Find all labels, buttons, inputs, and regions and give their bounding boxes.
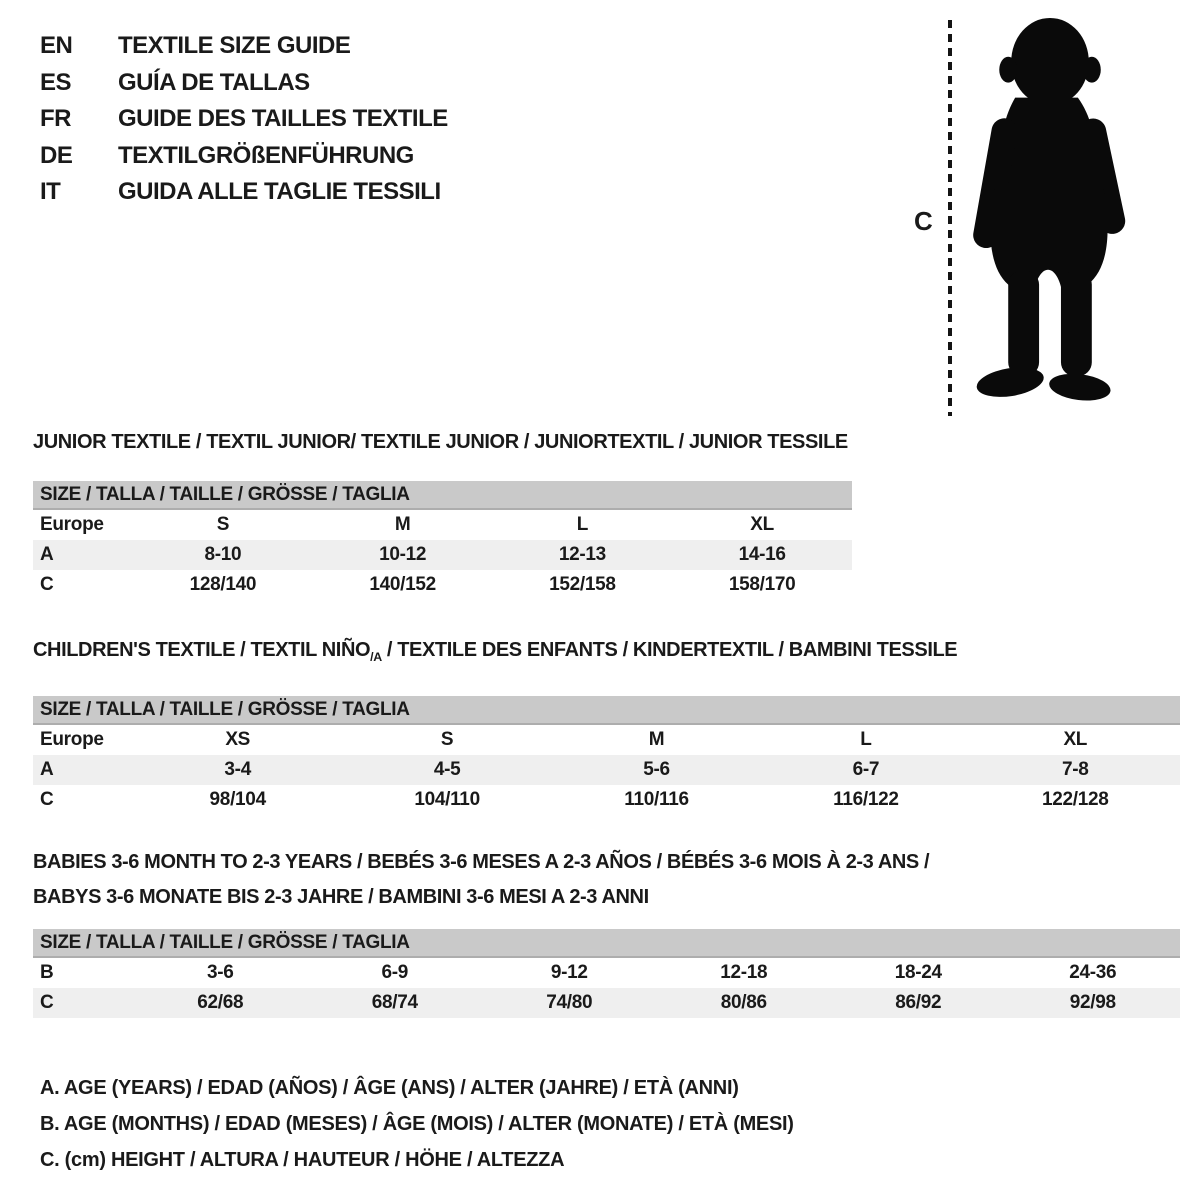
language-row-es <box>40 65 448 102</box>
height-cell: 98/104 <box>209 789 266 810</box>
junior-size-header: SIZE / TALLA / TAILLE / GRÖSSE / TAGLIA <box>33 481 852 510</box>
children-section-title <box>33 638 1180 669</box>
babies-row-months <box>33 958 1180 988</box>
children-row-age <box>33 755 1180 785</box>
language-code: DE <box>40 141 73 169</box>
legend-line-height-cm: C. (cm) HEIGHT / ALTURA / HAUTEUR / HÖHE / ALTEZZA <box>40 1149 565 1171</box>
height-cell: 92/98 <box>1069 992 1116 1013</box>
children-row-height <box>33 785 1180 815</box>
junior-section-title: JUNIOR TEXTILE / TEXTIL JUNIOR/ TEXTILE JUNIOR / JUNIORTEXTIL / JUNIOR TESSILE <box>33 431 848 453</box>
size-cell: S <box>216 514 230 535</box>
legend-line-age-years: A. AGE (YEARS) / EDAD (AÑOS) / ÂGE (ANS) / ALTER (JAHRE) / ETÀ (ANNI) <box>40 1077 739 1099</box>
size-cell: XS <box>225 729 251 750</box>
height-cell: 74/80 <box>546 992 593 1013</box>
row-label: Europe <box>40 514 104 535</box>
junior-row-height <box>33 570 852 600</box>
junior-row-europe <box>33 510 852 540</box>
months-cell: 3-6 <box>206 962 234 983</box>
months-cell: 9-12 <box>550 962 588 983</box>
junior-section <box>33 430 852 600</box>
children-title-rest: / TEXTILE DES ENFANTS / KINDERTEXTIL / BAMBINI TESSILE <box>381 639 958 661</box>
months-cell: 12-18 <box>720 962 768 983</box>
children-title-main: CHILDREN'S TEXTILE / TEXTIL NIÑO <box>33 639 371 661</box>
language-code: IT <box>40 178 61 205</box>
guide-title-de: TEXTILGRÖßENFÜHRUNG <box>118 141 414 169</box>
language-row-en <box>40 28 448 65</box>
height-cell: 62/68 <box>197 992 244 1013</box>
size-cell: S <box>440 729 454 750</box>
height-cell: 152/158 <box>549 574 616 595</box>
height-cell: 140/152 <box>369 574 436 595</box>
height-cell: 80/86 <box>720 992 767 1013</box>
height-cell: 104/110 <box>414 789 480 810</box>
babies-title-line1: BABIES 3-6 MONTH TO 2-3 YEARS / BEBÉS 3-6 MESES A 2-3 AÑOS / BÉBÉS 3-6 MOIS À 2-3 ANS / <box>33 851 930 873</box>
measurement-legend <box>40 1070 794 1178</box>
babies-size-header: SIZE / TALLA / TAILLE / GRÖSSE / TAGLIA <box>33 929 1180 958</box>
babies-section <box>33 845 1180 1018</box>
children-row-europe <box>33 725 1180 755</box>
row-label: C <box>40 992 54 1013</box>
language-row-de <box>40 138 448 175</box>
babies-row-height <box>33 988 1180 1018</box>
language-code: FR <box>40 105 71 132</box>
junior-row-age <box>33 540 852 570</box>
children-title-sub: /A <box>370 650 382 664</box>
toddler-silhouette-icon <box>958 12 1148 420</box>
age-cell: 5-6 <box>643 759 670 780</box>
height-figure <box>900 0 1180 430</box>
age-cell: 10-12 <box>379 544 427 565</box>
guide-title-fr: GUIDE DES TAILLES TEXTILE <box>118 105 448 132</box>
language-row-fr <box>40 101 448 138</box>
guide-title-en: TEXTILE SIZE GUIDE <box>118 32 351 59</box>
height-cell: 116/122 <box>833 789 899 810</box>
guide-title-es: GUÍA DE TALLAS <box>118 68 310 96</box>
size-cell: M <box>648 729 665 750</box>
row-label: C <box>40 574 54 595</box>
language-title-list <box>40 28 448 211</box>
children-section <box>33 638 1180 815</box>
months-cell: 6-9 <box>381 962 409 983</box>
guide-title-it: GUIDA ALLE TAGLIE TESSILI <box>118 178 441 205</box>
row-label: A <box>40 759 54 780</box>
height-cell: 68/74 <box>371 992 418 1013</box>
language-row-it <box>40 174 448 211</box>
size-cell: XL <box>750 514 774 535</box>
babies-title-line2: BABYS 3-6 MONATE BIS 2-3 JAHRE / BAMBINI 3-6 MESI A 2-3 ANNI <box>33 886 649 908</box>
size-cell: M <box>394 514 411 535</box>
legend-line-age-months: B. AGE (MONTHS) / EDAD (MESES) / ÂGE (MOIS) / ALTER (MONATE) / ETÀ (MESI) <box>40 1113 794 1135</box>
babies-section-title <box>33 845 1180 915</box>
row-label: B <box>40 962 54 983</box>
age-cell: 12-13 <box>558 544 606 565</box>
height-cell: 86/92 <box>895 992 942 1013</box>
size-cell: L <box>576 514 589 535</box>
height-cell: 122/128 <box>1041 789 1109 810</box>
height-cell: 158/170 <box>728 574 796 595</box>
row-label: C <box>40 789 54 810</box>
language-code: ES <box>40 68 72 96</box>
age-cell: 6-7 <box>852 759 880 780</box>
size-cell: XL <box>1063 729 1088 750</box>
age-cell: 7-8 <box>1062 759 1089 780</box>
height-cell: 110/116 <box>624 789 689 810</box>
age-cell: 4-5 <box>433 759 461 780</box>
age-cell: 3-4 <box>224 759 251 780</box>
months-cell: 24-36 <box>1069 962 1117 983</box>
age-cell: 14-16 <box>738 544 786 565</box>
row-label: Europe <box>40 729 104 750</box>
age-cell: 8-10 <box>204 544 242 565</box>
language-code: EN <box>40 32 73 59</box>
height-dashed-line <box>948 20 952 416</box>
size-cell: L <box>860 729 872 750</box>
children-size-header: SIZE / TALLA / TAILLE / GRÖSSE / TAGLIA <box>33 696 1180 725</box>
months-cell: 18-24 <box>894 962 942 983</box>
height-cell: 128/140 <box>189 574 257 595</box>
row-label: A <box>40 544 54 565</box>
height-measure-label: C <box>914 206 933 236</box>
